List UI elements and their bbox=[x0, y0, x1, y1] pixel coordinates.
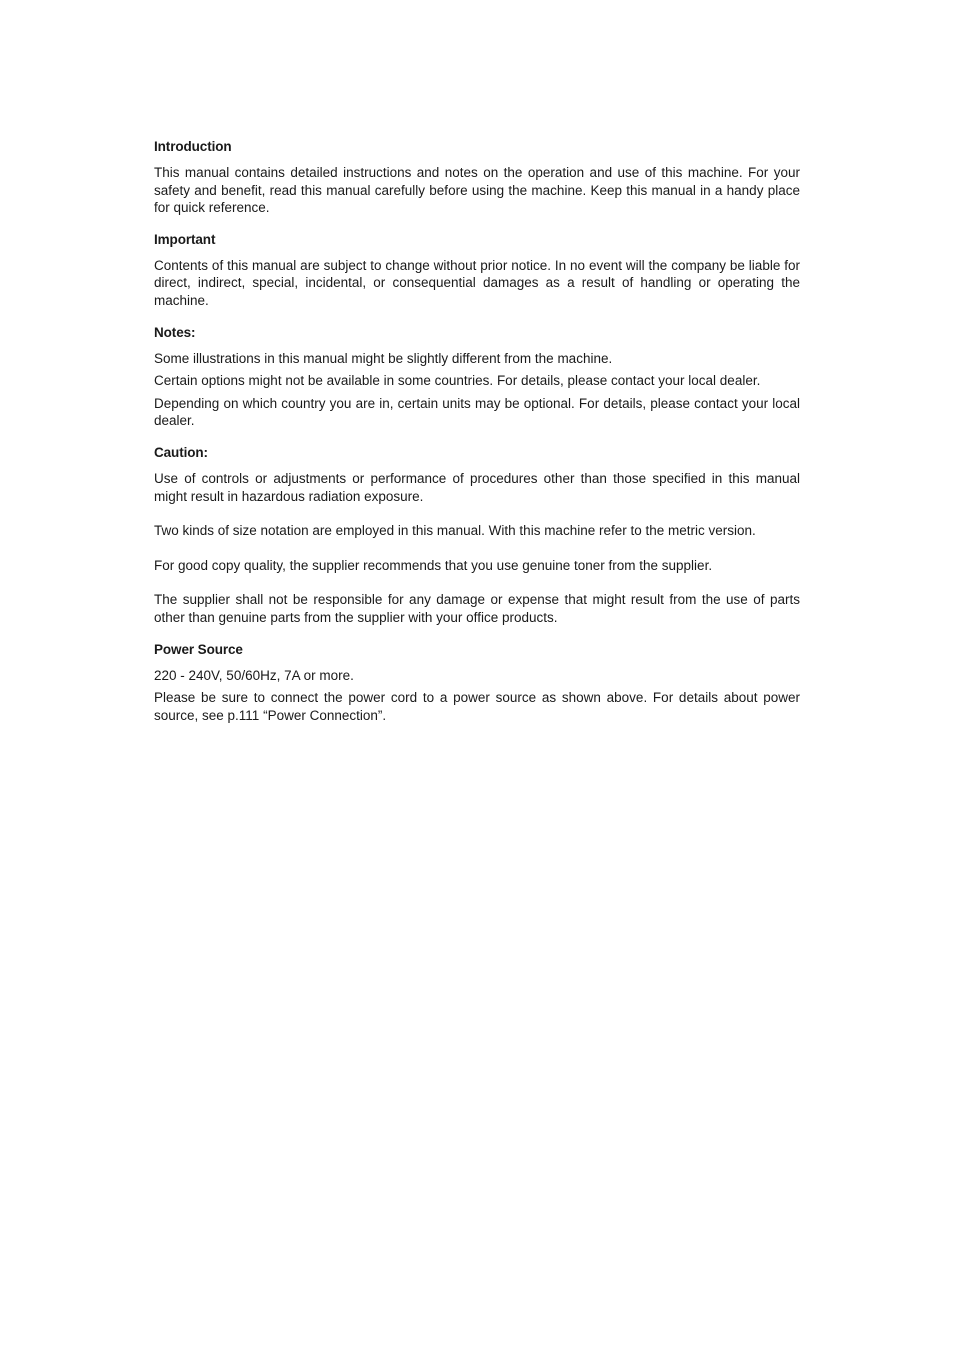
notes-paragraph-2: Certain options might not be available in some countries. For details, please contact your local dealer. bbox=[154, 373, 761, 389]
notes-paragraph-1: Some illustrations in this manual might be slightly different from the machine. bbox=[154, 350, 613, 366]
heading-caution: Caution: bbox=[154, 444, 208, 460]
heading-important: Important bbox=[154, 231, 216, 247]
section-notes bbox=[154, 324, 800, 430]
caution-paragraph: Use of controls or adjustments or performance of procedures other than those specified in this manual might result in hazardous radiation exposure. bbox=[154, 470, 800, 504]
important-paragraph: Contents of this manual are subject to change without prior notice. In no event will the company be liable for direct, indirect, special, incidental, or consequential damages as a result of handling or operating the machine. bbox=[154, 257, 800, 308]
document-page bbox=[154, 138, 800, 738]
section-toner bbox=[154, 557, 800, 575]
section-responsibility bbox=[154, 591, 800, 626]
introduction-paragraph: This manual contains detailed instructions and notes on the operation and use of this machine. For your safety and benefit, read this manual carefully before using the machine. Keep this manual in a handy place for quick reference. bbox=[154, 165, 800, 216]
size-notation-paragraph: Two kinds of size notation are employed in this manual. With this machine refer to the metric version. bbox=[154, 523, 756, 539]
section-power-source bbox=[154, 641, 800, 725]
responsibility-paragraph: The supplier shall not be responsible for any damage or expense that might result from the use of parts other than genuine parts from the supplier with your office products. bbox=[154, 592, 800, 625]
section-introduction bbox=[154, 138, 800, 217]
section-caution bbox=[154, 444, 800, 505]
notes-paragraph-3: Depending on which country you are in, certain units may be optional. For details, please contact your local dealer. bbox=[154, 395, 800, 429]
heading-introduction: Introduction bbox=[154, 139, 232, 154]
heading-notes: Notes: bbox=[154, 324, 196, 340]
section-important bbox=[154, 231, 800, 310]
toner-paragraph: For good copy quality, the supplier recommends that you use genuine toner from the supplier. bbox=[154, 557, 713, 573]
heading-power-source: Power Source bbox=[154, 641, 243, 657]
power-rating-paragraph: 220 - 240V, 50/60Hz, 7A or more. bbox=[154, 667, 354, 683]
power-connection-paragraph: Please be sure to connect the power cord to a power source as shown above. For details about power source, see p.111 “Power Connection”. bbox=[154, 690, 800, 723]
section-size-notation bbox=[154, 522, 800, 540]
